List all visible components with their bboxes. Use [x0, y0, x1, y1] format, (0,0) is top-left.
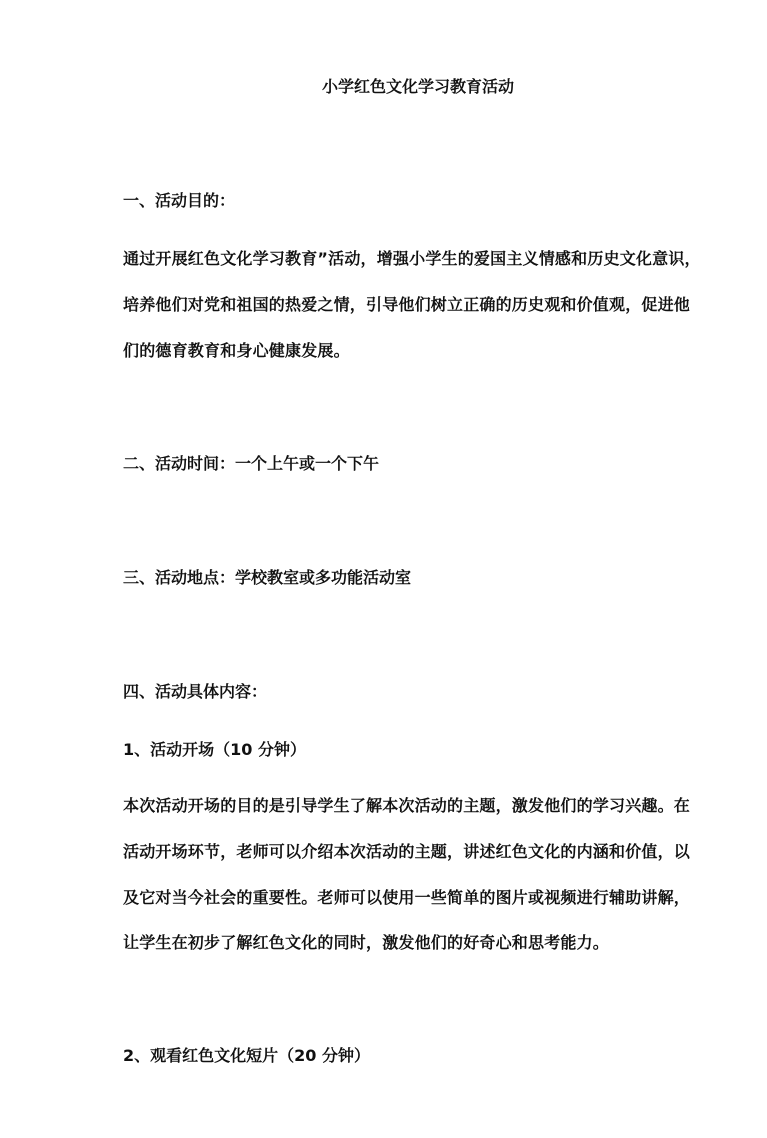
item2-heading: 2、观看红色文化短片（20 分钟）	[123, 1046, 370, 1065]
item1-paragraph-line: 活动开场环节，老师可以介绍本次活动的主题，讲述红色文化的内涵和价值，以	[123, 842, 691, 861]
section1-paragraph-line: 通过开展红色文化学习教育”活动，增强小学生的爱国主义情感和历史文化意识，	[123, 249, 701, 268]
section1-paragraph-line: 们的德育教育和身心健康发展。	[123, 341, 350, 360]
section4-heading: 四、活动具体内容：	[123, 682, 268, 701]
section1-paragraph-line: 培养他们对党和祖国的热爱之情，引导他们树立正确的历史观和价值观，促进他	[123, 295, 691, 314]
item1-heading: 1、活动开场（10 分钟）	[123, 740, 306, 759]
document-title: 小学红色文化学习教育活动	[322, 77, 515, 96]
item1-paragraph-line: 让学生在初步了解红色文化的同时，激发他们的好奇心和思考能力。	[123, 933, 610, 952]
item1-paragraph-line: 本次活动开场的目的是引导学生了解本次活动的主题，激发他们的学习兴趣。在	[123, 796, 691, 815]
section2-heading: 二、活动时间：一个上午或一个下午	[123, 454, 380, 473]
section3-heading: 三、活动地点：学校教室或多功能活动室	[123, 568, 412, 587]
section1-heading: 一、活动目的：	[123, 191, 236, 210]
item1-paragraph-line: 及它对当今社会的重要性。老师可以使用一些简单的图片或视频进行辅助讲解，	[123, 888, 691, 907]
